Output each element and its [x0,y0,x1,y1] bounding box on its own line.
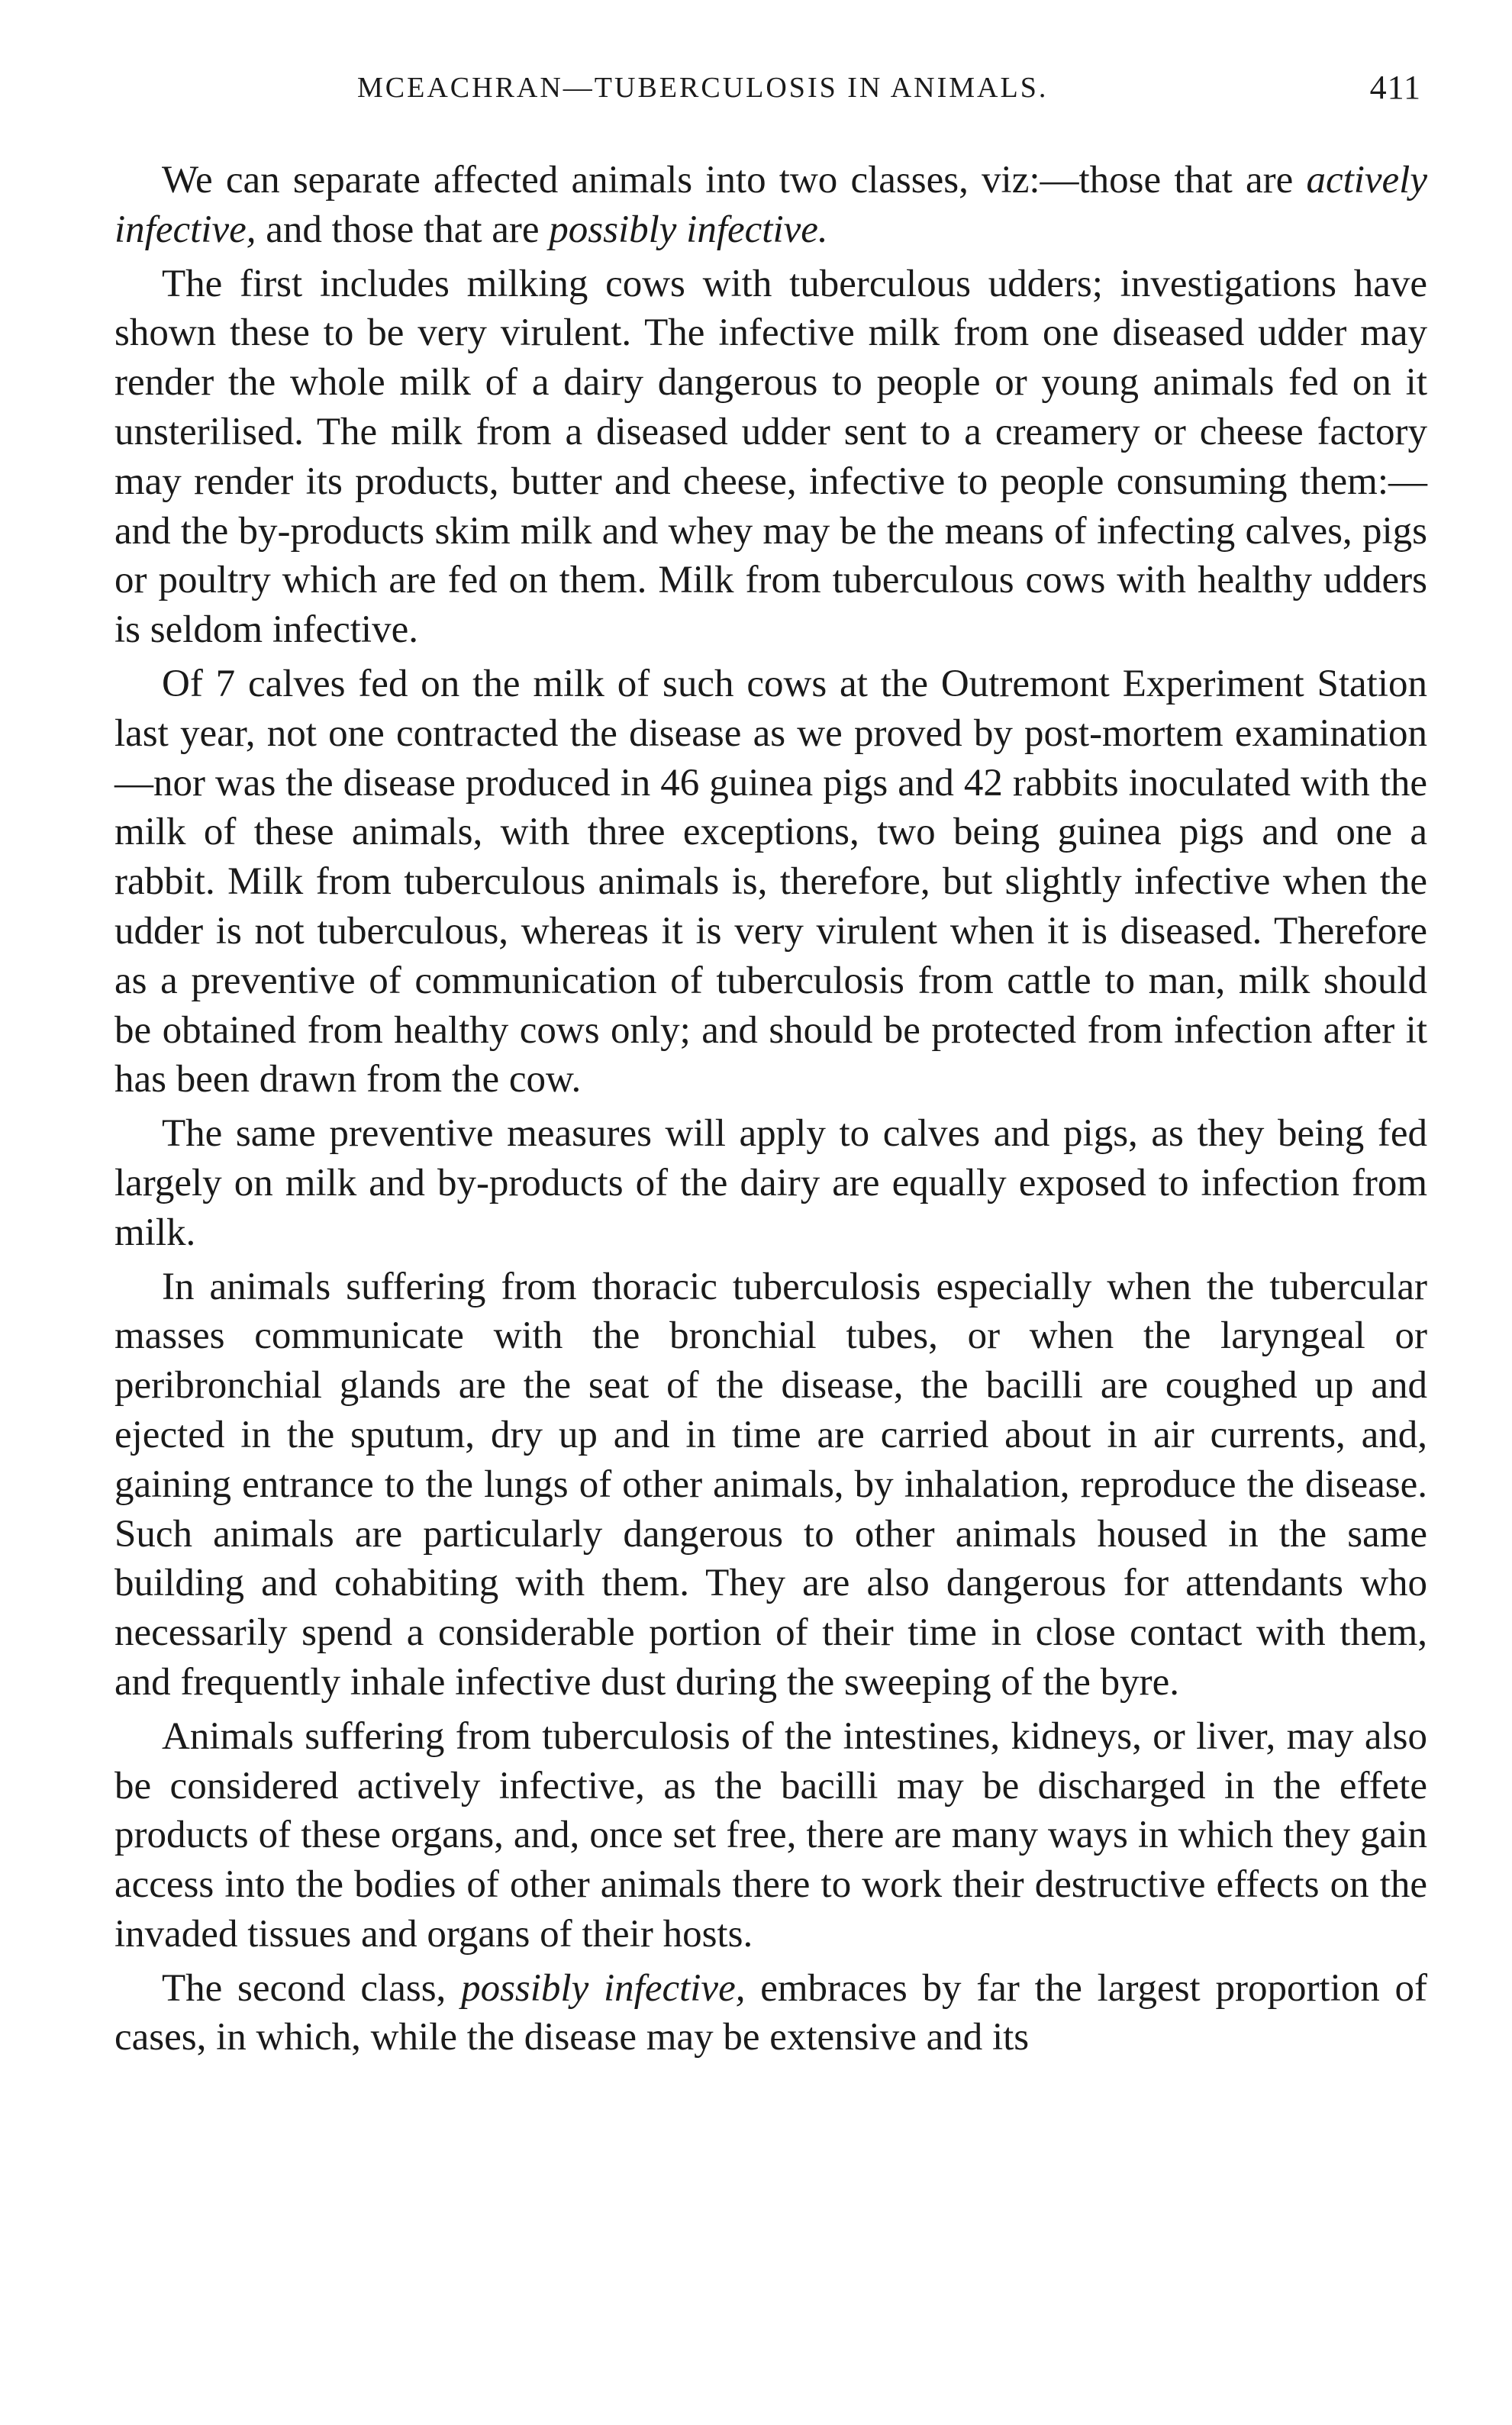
paragraph-text: In animals suffering from thoracic tuberculosis especially when the tubercular masses communicate with the bronchial tubes, or when the laryngeal or peribronchial glands are the seat of the disease, the bacilli are coughed up and ejected in the sputum, dry up and in time are carried about in air currents, and, gaining entrance to the lungs of other animals, by inhalation, reproduce the disease. Such animals are particularly dangerous to other animals housed in the same building and cohabiting with them. They are also dangerous for attendants who necessarily spend a considerable portion of their time in close contact with them, and frequently inhale infective dust during the sweeping of the byre. [114,1265,1427,1704]
paragraph-text: The second class, [162,1966,462,2010]
body-text [114,156,1427,2062]
document-page [114,61,1427,2067]
paragraph [114,1109,1427,1257]
italic-text: possibly infective, [461,1966,746,2010]
page-number: 411 [1369,69,1421,106]
paragraph-text: embraces by far the largest proportion of cases, in which, while the disease may be extensive and its [114,1966,1428,2059]
paragraph-text: Of 7 calves fed on the milk of such cows at the Outremont Experiment Station last year, not one contracted the disease as we proved by post-mortem examination—nor was the disease produced in 46 guinea pigs and 42 rabbits inoculated with the milk of these animals, with three exceptions, two being guinea pigs and one a rabbit. Milk from tuberculous animals is, therefore, but slightly infective when the udder is not tuberculous, whereas it is very virulent when it is diseased. Therefore as a preventive of communication of tuberculosis from cattle to man, milk should be obtained from healthy cows only; and should be protected from infection after it has been drawn from the cow. [114,662,1427,1101]
running-head [114,61,1427,114]
italic-text: actively infective, [114,159,1427,251]
paragraph [114,156,1427,255]
paragraph-text: The same preventive measures will apply to calves and pigs, as they being fed largely on milk and by-products of the dairy are equally exposed to infection from milk. [114,1112,1427,1254]
paragraph-text: The first includes milking cows with tuberculous udders; investigations have shown these to be very virulent. The infective milk from one diseased udder may render the whole milk of a dairy dangerous to people or young animals fed on it unsterilised. The milk from a diseased udder sent to a creamery or cheese factory may render its products, butter and cheese, infective to people consuming them:—and the by-products skim milk and whey may be the means of infecting calves, pigs or poultry which are fed on them. Milk from tuberculous cows with healthy udders is seldom infective. [114,262,1427,652]
paragraph-text: and those that are [256,208,550,251]
italic-text: possibly infective. [549,208,828,251]
paragraph-text: We can separate affected animals into two classes, viz:—those that are [162,159,1307,202]
paragraph [114,260,1427,655]
paragraph [114,659,1427,1104]
paragraph-text: Animals suffering from tuberculosis of the intestines, kidneys, or liver, may also be considered actively infective, as the bacilli may be discharged in the effete products of these organs, and, once set free, there are many ways in which they gain access into the bodies of other animals there to work their destructive effects on the invaded tissues and organs of their hosts. [114,1714,1427,1956]
paragraph [114,1964,1427,2063]
paragraph [114,1712,1427,1959]
paragraph [114,1262,1427,1707]
running-title: MCEACHRAN—TUBERCULOSIS IN ANIMALS. [357,72,1049,104]
